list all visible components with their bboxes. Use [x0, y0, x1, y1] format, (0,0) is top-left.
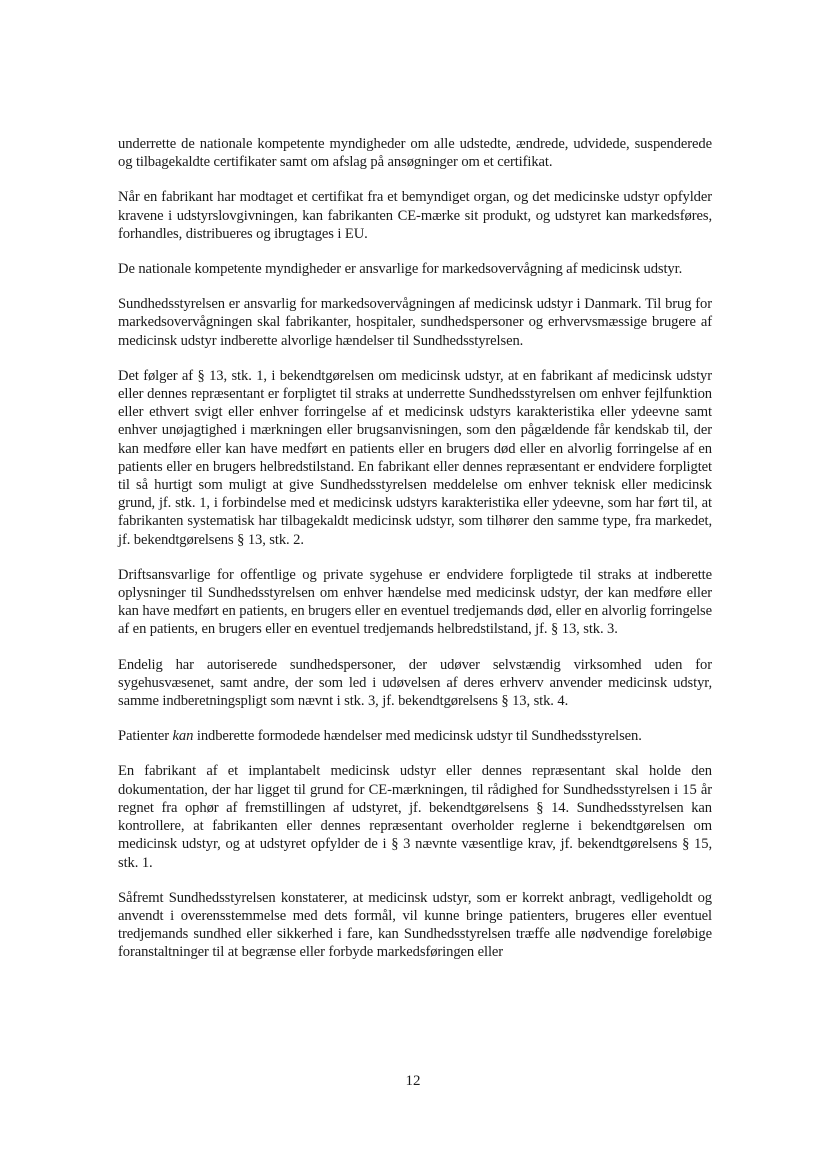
- paragraph-health-professionals: Endelig har autoriserede sundhedspersoner, der udøver selvstændig virksomhed uden for sygehusvæsenet, samt andre, der som led i udøvelsen af deres erhverv anvender medicinsk udstyr, samme indberetningspligt som nævnt i stk. 3, jf. bekendtgørelsens § 13, stk. 4.: [118, 656, 712, 710]
- paragraph-hospital-obligation: Driftsansvarlige for offentlige og private sygehuse er endvidere forpligtede til straks at indberette oplysninger til Sundhedsstyrelsen om enhver hændelse med medicinsk udstyr, der kan medføre eller kan have medført en patients, en brugers eller en eventuel tredjemands død, eller en alvorlig forringelse af en patients, en brugers eller en eventuel tredjemands helbredstilstand, jf. § 13, stk. 3.: [118, 566, 712, 638]
- paragraph-certificate-notification: underrette de nationale kompetente myndigheder om alle udstedte, ændrede, udvidede, suspenderede og tilbagekaldte certifikater samt om afslag på ansøgninger om et certifikat.: [118, 136, 712, 171]
- body-text: [118, 135, 712, 979]
- paragraph-market-surveillance: De nationale kompetente myndigheder er ansvarlige for markedsovervågning af medicinsk udstyr.: [118, 261, 683, 278]
- patients-text-emphasis: kan: [172, 728, 194, 745]
- paragraph-patients: [118, 727, 712, 745]
- page-number: 12: [405, 1073, 421, 1089]
- patients-text-before: Patienter: [118, 728, 173, 745]
- paragraph-sundhedsstyrelsen-responsibility: Sundhedsstyrelsen er ansvarlig for markedsovervågningen af medicinsk udstyr i Danmark. Til brug for markedsovervågningen skal fabrikanter, hospitaler, sundhedspersoner og erhvervsmæssige brugere af medicinsk udstyr indberette alvorlige hændelser til Sundhedsstyrelsen.: [118, 296, 712, 349]
- paragraph-manufacturer-obligation: Det følger af § 13, stk. 1, i bekendtgørelsen om medicinsk udstyr, at en fabrikant af medicinsk udstyr eller dennes repræsentant er forpligtet til straks at underrette Sundhedsstyrelsen om enhver fejlfunktion eller ethvert svigt eller enhver forringelse af et medicinsk udstyrs karakteristika eller ydeevne samt enhver unøjagtighed i mærkningen eller brugsanvisningen, som den pågældende får kendskab til, der kan medføre eller kan have medført en patients eller en brugers død eller en alvorlig forringelse af en patients eller en brugers helbredstilstand. En fabrikant eller dennes repræsentant er endvidere forpligtet til så hurtigt som muligt at give Sundhedsstyrelsen meddelelse om enhver teknisk eller medicinsk grund, jf. stk. 1, i forbindelse med et medicinsk udstyrs karakteristika eller ydeevne, som har ført til, at fabrikanten systematisk har tilbagekaldt medicinsk udstyr, som tilhører den samme type, fra markedet, jf. bekendtgørelsens § 13, stk. 2.: [118, 367, 712, 548]
- paragraph-ce-marking: Når en fabrikant har modtaget et certifikat fra et bemyndiget organ, og det medicinske udstyr opfylder kravene i udstyrslovgivningen, kan fabrikanten CE-mærke sit produkt, og udstyret kan markedsføres, forhandles, distribueres og ibrugtages i EU.: [118, 189, 712, 242]
- patients-text-after: indberette formodede hændelser med medicinsk udstyr til Sundhedsstyrelsen.: [193, 728, 642, 745]
- paragraph-implantable-documentation: En fabrikant af et implantabelt medicinsk udstyr eller dennes repræsentant skal holde den dokumentation, der har ligget til grund for CE-mærkningen, til rådighed for Sundhedsstyrelsen i 15 år regnet fra ophør af fremstillingen af udstyret, jf. bekendtgørelsens § 14. Sundhedsstyrelsen kan kontrollere, at fabrikanten eller dennes repræsentant overholder reglerne i bekendtgørelsen om medicinsk udstyr, og at udstyret opfylder de i § 3 nævnte væsentlige krav, jf. bekendtgørelsens § 15, stk. 1.: [118, 763, 712, 871]
- paragraph-provisional-measures: Såfremt Sundhedsstyrelsen konstaterer, at medicinsk udstyr, som er korrekt anbragt, vedligeholdt og anvendt i overensstemmelse med dets formål, vil kunne bringe patienters, brugeres eller eventuel tredjemands sundhed eller sikkerhed i fare, kan Sundhedsstyrelsen træffe alle nødvendige foreløbige foranstaltninger til at begrænse eller forbyde markedsføringen eller: [118, 889, 712, 961]
